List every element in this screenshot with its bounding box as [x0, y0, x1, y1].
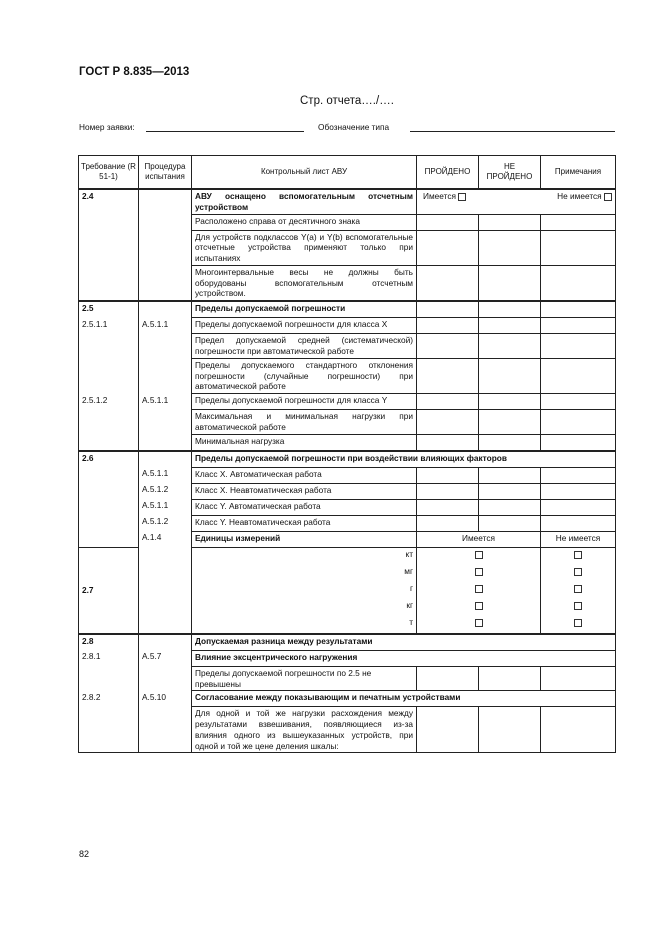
notes-cell[interactable] — [541, 707, 616, 753]
header-procedure: Процедура испытания — [139, 156, 192, 190]
notes-cell[interactable] — [541, 265, 616, 301]
unit-label: г — [192, 582, 417, 599]
units-present-header: Имеется — [417, 531, 541, 547]
proc-cell: A.1.4 — [139, 531, 192, 547]
table-row — [79, 334, 616, 359]
unit-present-checkbox[interactable] — [475, 585, 483, 593]
pass-cell[interactable] — [417, 707, 479, 753]
unit-absent-checkbox[interactable] — [574, 551, 582, 559]
table-row — [79, 394, 616, 410]
check-item: Предел допускаемой средней (систематической) погрешности при автоматической работе — [192, 334, 417, 359]
table-row — [79, 531, 616, 547]
table-row — [79, 230, 616, 265]
check-item: Пределы допускаемой погрешности по 2.5 не превышены — [192, 666, 417, 691]
table-row — [79, 189, 616, 214]
table-row — [79, 410, 616, 435]
fail-cell[interactable] — [479, 334, 541, 359]
absent-checkbox[interactable] — [604, 193, 612, 201]
table-row — [79, 634, 616, 651]
notes-cell[interactable] — [541, 410, 616, 435]
subsection-title: Влияние эксцентрического нагружения — [192, 650, 616, 666]
check-item: Минимальная нагрузка — [192, 434, 417, 451]
notes-cell[interactable] — [541, 318, 616, 334]
check-item: Класс X. Неавтоматическая работа — [192, 483, 417, 499]
req-cell: 2.8.2 — [79, 691, 139, 707]
table-row — [79, 434, 616, 451]
fail-cell[interactable] — [479, 394, 541, 410]
pass-cell[interactable] — [417, 318, 479, 334]
unit-absent-checkbox[interactable] — [574, 568, 582, 576]
table-row — [79, 483, 616, 499]
pass-cell[interactable] — [417, 214, 479, 230]
table-row — [79, 515, 616, 531]
req-cell: 2.8.1 — [79, 650, 139, 666]
notes-cell[interactable] — [541, 358, 616, 393]
pass-cell[interactable] — [417, 515, 479, 531]
table-row — [79, 265, 616, 301]
notes-cell[interactable] — [541, 214, 616, 230]
unit-label: кг — [192, 599, 417, 616]
present-label: Имеется — [423, 191, 456, 201]
aux-device-presence — [417, 189, 616, 214]
section-title: Допускаемая разница между результатами — [192, 634, 616, 651]
unit-present-checkbox[interactable] — [475, 602, 483, 610]
section-title: Пределы допускаемой погрешности при воздействии влияющих факторов — [192, 451, 616, 468]
proc-cell: A.5.1.2 — [139, 515, 192, 531]
notes-cell[interactable] — [541, 467, 616, 483]
absent-label: Не имеется — [557, 191, 602, 201]
notes-cell[interactable] — [541, 230, 616, 265]
fail-cell[interactable] — [479, 707, 541, 753]
unit-label: т — [192, 616, 417, 634]
fail-cell[interactable] — [479, 214, 541, 230]
request-number-label: Номер заявки: — [79, 122, 135, 132]
units-absent-header: Не имеется — [541, 531, 616, 547]
check-item: Многоинтервальные весы не должны быть оборудованы вспомогательным отсчетным устройством. — [192, 265, 417, 301]
subsection-title: Согласование между показывающим и печатным устройствами — [192, 691, 616, 707]
unit-label: мг — [192, 565, 417, 582]
checklist-table — [78, 155, 616, 753]
unit-absent-checkbox[interactable] — [574, 585, 582, 593]
check-item: Класс Y. Неавтоматическая работа — [192, 515, 417, 531]
section-title: АВУ оснащено вспомогательным отсчетным устройством — [192, 189, 417, 214]
pass-cell[interactable] — [417, 410, 479, 435]
fail-cell[interactable] — [479, 515, 541, 531]
fail-cell[interactable] — [479, 499, 541, 515]
proc-cell: A.5.1.2 — [139, 483, 192, 499]
req-cell: 2.6 — [79, 451, 139, 468]
units-title: Единицы измерений — [192, 531, 417, 547]
fail-cell[interactable] — [479, 467, 541, 483]
type-designation-label: Обозначение типа — [318, 122, 390, 132]
fail-cell[interactable] — [479, 410, 541, 435]
pass-cell[interactable] — [417, 230, 479, 265]
table-row — [79, 499, 616, 515]
pass-cell[interactable] — [417, 499, 479, 515]
table-row — [79, 451, 616, 468]
table-row — [79, 358, 616, 393]
header-passed: ПРОЙДЕНО — [417, 156, 479, 190]
proc-cell: A.5.7 — [139, 650, 192, 666]
check-item: Класс X. Автоматическая работа — [192, 467, 417, 483]
standard-title: ГОСТ Р 8.835—2013 — [79, 66, 190, 78]
pass-cell[interactable] — [417, 467, 479, 483]
fail-cell[interactable] — [479, 666, 541, 691]
check-item: Пределы допускаемой погрешности для класса X — [192, 318, 417, 334]
check-item: Для одной и той же нагрузки расхождения между результатами взвешивания, появляющиеся из-за влияния одного из вышеуказанных устройств, при одной и той же цене деления шкалы: — [192, 707, 417, 753]
notes-cell[interactable] — [541, 434, 616, 451]
table-row — [79, 650, 616, 666]
header-notes: Примечания — [541, 156, 616, 190]
pass-cell[interactable] — [417, 434, 479, 451]
fail-cell[interactable] — [479, 265, 541, 301]
fail-cell[interactable] — [479, 483, 541, 499]
unit-absent-checkbox[interactable] — [574, 619, 582, 627]
req-cell: 2.7 — [79, 547, 139, 634]
notes-cell[interactable] — [541, 499, 616, 515]
proc-cell: A.5.1.1 — [139, 499, 192, 515]
pass-cell[interactable] — [417, 358, 479, 393]
table-row — [79, 691, 616, 707]
check-item: Класс Y. Автоматическая работа — [192, 499, 417, 515]
check-item: Максимальная и минимальная нагрузки при автоматической работе — [192, 410, 417, 435]
page-number: 82 — [79, 849, 90, 859]
request-number-field[interactable] — [146, 131, 304, 132]
notes-cell[interactable] — [541, 334, 616, 359]
table-row — [79, 214, 616, 230]
unit-absent-checkbox[interactable] — [574, 602, 582, 610]
notes-cell[interactable] — [541, 301, 616, 318]
notes-cell[interactable] — [541, 394, 616, 410]
pass-cell[interactable] — [417, 394, 479, 410]
pass-cell[interactable] — [417, 334, 479, 359]
check-item: Пределы допускаемой погрешности для класса Y — [192, 394, 417, 410]
table-row — [79, 666, 616, 691]
section-title: Пределы допускаемой погрешности — [192, 301, 417, 318]
table-row — [79, 467, 616, 483]
unit-present-checkbox[interactable] — [475, 619, 483, 627]
table-header-row — [79, 156, 616, 190]
unit-present-checkbox[interactable] — [475, 568, 483, 576]
present-checkbox[interactable] — [458, 193, 466, 201]
type-designation-field[interactable] — [410, 131, 615, 132]
pass-cell[interactable] — [417, 265, 479, 301]
table-row — [79, 301, 616, 318]
pass-cell[interactable] — [417, 483, 479, 499]
fail-cell[interactable] — [479, 358, 541, 393]
proc-cell: A.5.10 — [139, 691, 192, 707]
header-failed: НЕ ПРОЙДЕНО — [479, 156, 541, 190]
pass-cell[interactable] — [417, 301, 479, 318]
fail-cell[interactable] — [479, 301, 541, 318]
header-requirement: Требование (R 51-1) — [79, 156, 139, 190]
table-row — [79, 707, 616, 753]
notes-cell[interactable] — [541, 483, 616, 499]
fail-cell[interactable] — [479, 230, 541, 265]
report-page-counter: Стр. отчета…./…. — [300, 95, 394, 107]
proc-cell: A.5.1.1 — [139, 467, 192, 483]
header-checklist: Контрольный лист АВУ — [192, 156, 417, 190]
unit-row — [79, 547, 616, 565]
req-cell: 2.4 — [79, 189, 139, 214]
req-cell: 2.5.1.1 — [79, 318, 139, 334]
notes-cell[interactable] — [541, 515, 616, 531]
unit-label: кт — [192, 547, 417, 565]
proc-cell: A.5.1.1 — [139, 318, 192, 334]
check-item: Пределы допускаемого стандартного отклонения погрешности (случайные погрешности) при автоматической работе — [192, 358, 417, 393]
proc-cell: A.5.1.1 — [139, 394, 192, 410]
check-item: Расположено справа от десятичного знака — [192, 214, 417, 230]
req-cell: 2.5 — [79, 301, 139, 318]
pass-cell[interactable] — [417, 666, 479, 691]
check-item: Для устройств подкласcов Y(a) и Y(b) вспомогательные отсчетные устройства применяют только при испытаниях — [192, 230, 417, 265]
req-cell: 2.5.1.2 — [79, 394, 139, 410]
notes-cell[interactable] — [541, 666, 616, 691]
req-cell: 2.8 — [79, 634, 139, 651]
fail-cell[interactable] — [479, 318, 541, 334]
fail-cell[interactable] — [479, 434, 541, 451]
unit-present-checkbox[interactable] — [475, 551, 483, 559]
table-row — [79, 318, 616, 334]
